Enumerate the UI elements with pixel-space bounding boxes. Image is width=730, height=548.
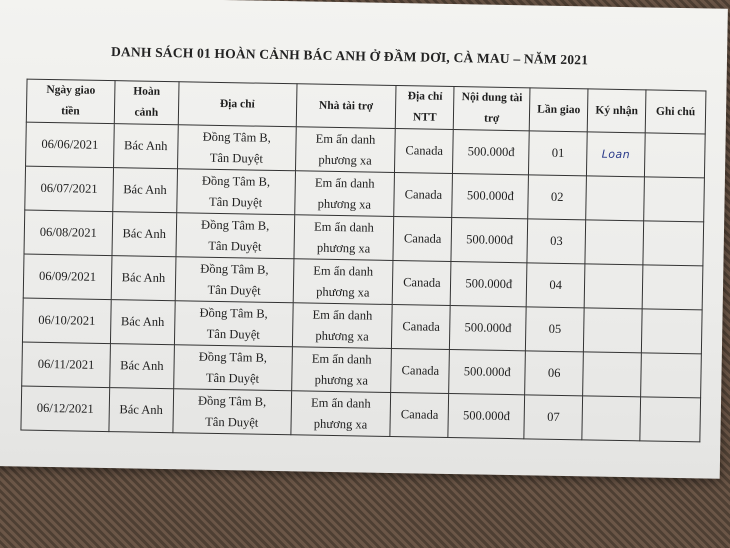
- cell-signature: Loan: [587, 132, 646, 177]
- cell-signature: [584, 308, 643, 353]
- cell-date: 06/12/2021: [21, 386, 110, 432]
- cell-country: Canada: [393, 217, 452, 262]
- cell-amount: 500.000đ: [449, 350, 526, 395]
- cell-date: 06/07/2021: [25, 166, 114, 212]
- cell-sponsor: Em ẩn danh phương xa: [295, 127, 396, 173]
- cell-amount: 500.000đ: [453, 130, 530, 175]
- cell-address: Đồng Tâm B, Tân Duyệt: [177, 169, 295, 215]
- cell-times: 04: [526, 263, 585, 308]
- cell-address: Đồng Tâm B, Tân Duyệt: [175, 257, 293, 303]
- cell-amount: 500.000đ: [450, 306, 527, 351]
- cell-amount: 500.000đ: [451, 218, 528, 263]
- cell-signature: [585, 220, 644, 265]
- cell-case: Bác Anh: [109, 388, 174, 433]
- cell-signature: [586, 176, 645, 221]
- cell-case: Bác Anh: [110, 300, 175, 345]
- cell-country: Canada: [391, 348, 450, 393]
- cell-signature: [583, 352, 642, 397]
- cell-times: 01: [529, 131, 588, 176]
- cell-date: 06/09/2021: [23, 254, 112, 300]
- cell-address: Đồng Tâm B, Tân Duyệt: [174, 301, 292, 347]
- cell-case: Bác Anh: [113, 124, 178, 169]
- cell-times: 06: [525, 351, 584, 396]
- donation-table: [20, 79, 706, 443]
- header-times: Lần giao: [529, 88, 588, 132]
- cell-note: [643, 221, 704, 266]
- cell-sponsor: Em ẩn danh phương xa: [294, 215, 395, 261]
- cell-country: Canada: [394, 173, 453, 218]
- cell-country: Canada: [393, 261, 452, 306]
- header-signature: Ký nhận: [587, 89, 646, 133]
- document-title: DANH SÁCH 01 HOÀN CẢNH BÁC ANH Ở ĐẦM DƠI, CÀ MAU – NĂM 2021: [110, 44, 589, 68]
- cell-country: Canada: [392, 305, 451, 350]
- cell-times: 02: [528, 175, 587, 220]
- cell-amount: 500.000đ: [452, 174, 529, 219]
- cell-date: 06/08/2021: [24, 210, 113, 256]
- cell-note: [644, 133, 705, 178]
- cell-signature: [582, 396, 641, 441]
- cell-date: 06/10/2021: [22, 298, 111, 344]
- header-content: Nội dung tài trợ: [454, 87, 531, 131]
- cell-date: 06/11/2021: [22, 342, 111, 388]
- cell-times: 05: [526, 307, 585, 352]
- cell-address: Đồng Tâm B, Tân Duyệt: [177, 125, 295, 171]
- cell-times: 03: [527, 219, 586, 264]
- cell-country: Canada: [395, 129, 454, 174]
- cell-note: [641, 353, 702, 398]
- header-sponsor: Nhà tài trợ: [296, 84, 397, 129]
- cell-sponsor: Em ẩn danh phương xa: [290, 391, 391, 437]
- cell-address: Đồng Tâm B, Tân Duyệt: [173, 345, 291, 391]
- cell-amount: 500.000đ: [450, 262, 527, 307]
- cell-note: [644, 177, 705, 222]
- cell-case: Bác Anh: [112, 212, 177, 257]
- cell-times: 07: [524, 395, 583, 440]
- cell-address: Đồng Tâm B, Tân Duyệt: [173, 389, 291, 435]
- cell-note: [640, 397, 701, 442]
- cell-note: [641, 309, 702, 354]
- cell-sponsor: Em ẩn danh phương xa: [293, 259, 394, 305]
- cell-case: Bác Anh: [110, 344, 175, 389]
- cell-case: Bác Anh: [111, 256, 176, 301]
- cell-case: Bác Anh: [113, 168, 178, 213]
- cell-signature: [584, 264, 643, 309]
- cell-date: 06/06/2021: [26, 122, 115, 168]
- header-sponsor-address: Địa chỉ NTT: [396, 86, 455, 130]
- header-case: Hoàn cảnh: [114, 81, 179, 125]
- cell-country: Canada: [390, 392, 449, 437]
- cell-sponsor: Em ẩn danh phương xa: [294, 171, 395, 217]
- header-date: Ngày giao tiền: [26, 79, 115, 124]
- cell-sponsor: Em ẩn danh phương xa: [292, 303, 393, 349]
- header-note: Ghi chú: [645, 90, 706, 134]
- cell-sponsor: Em ẩn danh phương xa: [291, 347, 392, 393]
- cell-amount: 500.000đ: [448, 394, 525, 439]
- cell-note: [642, 265, 703, 310]
- header-address: Địa chỉ: [178, 82, 296, 127]
- cell-address: Đồng Tâm B, Tân Duyệt: [176, 213, 294, 259]
